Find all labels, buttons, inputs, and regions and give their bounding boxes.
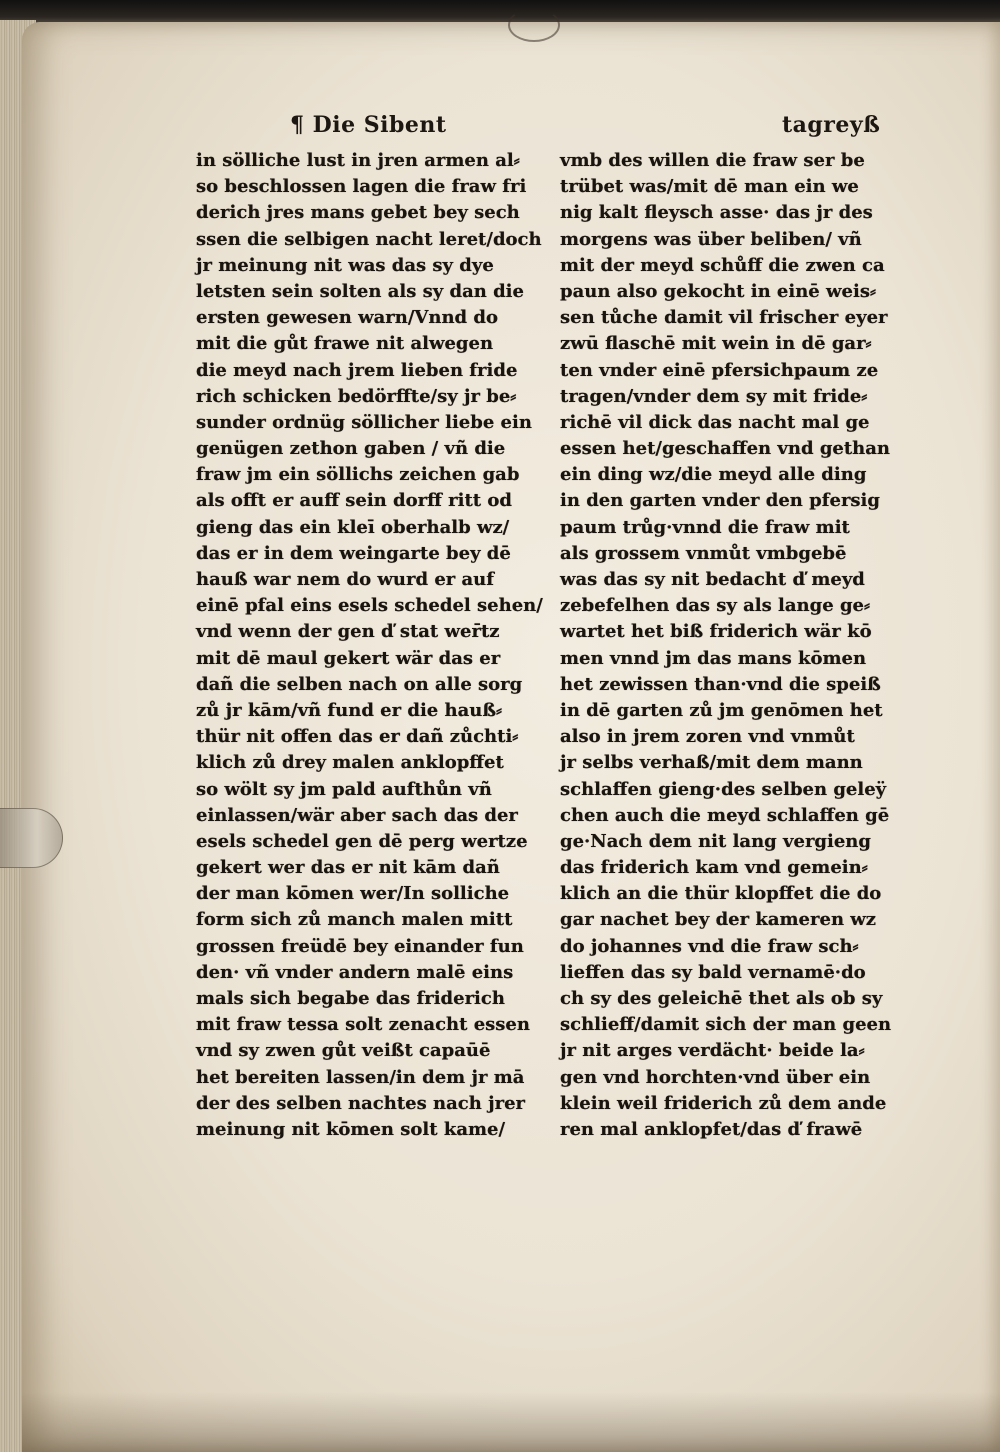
text-line: klich an die thür klopffet die do	[560, 883, 882, 905]
text-line: meinung nit kōmen solt kame/	[196, 1118, 506, 1140]
text-line: der des selben nachtes nach jrer	[196, 1092, 526, 1114]
text-line: essen het/geschaffen vnd gethan	[560, 438, 891, 460]
text-line: einē pfal eins esels schedel sehen/	[196, 595, 543, 617]
text-line: ren mal anklopfet/das ď frawē	[560, 1118, 863, 1140]
page-bottom-shadow	[22, 1392, 1000, 1452]
text-line: thür nit offen das er dañ zůchti⸗	[196, 726, 519, 748]
text-line: zů jr kām/vñ fund er die hauß⸗	[196, 699, 503, 721]
text-line: esels schedel gen dē perg wertze	[196, 830, 528, 852]
text-line: men vnnd jm das mans kōmen	[560, 647, 867, 669]
text-line: in den garten vnder den pfersig	[560, 490, 880, 512]
page-clip	[0, 808, 63, 868]
text-line: zebefelhen das sy als lange ge⸗	[560, 595, 870, 617]
text-line: paun also gekocht in einē weis⸗	[560, 280, 876, 302]
text-line: jr meinung nit was das sy dye	[196, 254, 494, 276]
text-line: vmb des willen die fraw ser be	[560, 150, 865, 171]
text-line: form sich zů manch malen mitt	[196, 909, 513, 931]
text-line: do johannes vnd die fraw sch⸗	[560, 935, 859, 957]
text-line: nig kalt fleysch asse· das jr des	[560, 202, 873, 224]
text-line: ch sy des geleichē thet als ob sy	[560, 988, 883, 1009]
text-line: gar nachet bey der kameren wz	[560, 909, 877, 931]
text-line: chen auch die meyd schlaffen gē	[560, 804, 890, 826]
text-line: tragen/vnder dem sy mit fride⸗	[560, 385, 868, 407]
text-line: gieng das ein kleī oberhalb wz/	[196, 516, 510, 538]
text-line: jr nit arges verdächt· beide la⸗	[560, 1040, 865, 1062]
text-line: rich schicken bedörffte/sy jr be⸗	[196, 385, 517, 407]
text-line: schlieff/damit sich der man geen	[560, 1014, 892, 1036]
text-line: so beschlossen lagen die fraw fri	[196, 176, 527, 198]
text-line: mals sich begabe das friderich	[196, 988, 505, 1009]
text-column-right	[560, 148, 891, 1143]
text-line: mit dē maul gekert wär das er	[196, 647, 501, 669]
running-header-left: ¶ Die Sibent	[290, 112, 447, 138]
text-line: sunder ordnüg söllicher liebe ein	[196, 411, 532, 433]
text-line: lieffen das sy bald vernamē·do	[560, 961, 866, 983]
text-line: klein weil friderich zů dem ande	[560, 1092, 887, 1114]
text-line: het zewissen than·vnd die speiß	[560, 673, 881, 695]
text-line: den· vñ vnder andern malē eins	[196, 961, 514, 983]
text-line: vnd wenn der gen ď stat wer̄tz	[196, 621, 500, 643]
text-line: ersten gewesen warn/Vnnd do	[196, 307, 499, 329]
text-line: ten vnder einē pfersichpaum ze	[560, 359, 879, 381]
page-hole-mark	[508, 8, 560, 42]
running-header-right: tagreyß	[782, 112, 881, 138]
text-line: gen vnd horchten·vnd über ein	[560, 1066, 871, 1088]
text-line: trübet was/mit dē man ein we	[560, 176, 859, 198]
text-line: paum trůg·vnnd die fraw mit	[560, 516, 850, 538]
text-line: het bereiten lassen/in dem jr mā	[196, 1066, 525, 1088]
text-line: vnd sy zwen gůt veißt capaūē	[196, 1040, 491, 1062]
text-line: derich jres mans gebet bey sech	[196, 202, 520, 224]
text-line: hauß war nem do wurd er auf	[196, 569, 495, 590]
text-line: mit die gůt frawe nit alwegen	[196, 333, 494, 355]
text-line: das er in dem weingarte bey dē	[196, 542, 511, 564]
text-line: der man kōmen wer/In solliche	[196, 883, 510, 905]
text-line: in sölliche lust in jren armen al⸗	[196, 150, 520, 171]
text-line: wartet het biß friderich wär kō	[560, 621, 872, 643]
text-line: morgens was über beliben/ vñ	[560, 228, 862, 250]
text-line: fraw jm ein söllichs zeichen gab	[196, 464, 520, 486]
text-line: so wölt sy jm pald aufthůn vñ	[196, 778, 492, 800]
text-line: in dē garten zů jm genōmen het	[560, 699, 883, 721]
text-line: als offt er auff sein dorff ritt od	[196, 490, 512, 512]
text-line: ge·Nach dem nit lang vergieng	[560, 830, 871, 852]
text-line: als grossem vnmůt vmbgebē	[560, 542, 847, 564]
text-line: letsten sein solten als sy dan die	[196, 280, 524, 302]
text-line: schlaffen gieng·des selben geleÿ	[560, 778, 887, 800]
text-line: mit der meyd schůff die zwen ca	[560, 254, 885, 276]
text-line: also in jrem zoren vnd vnmůt	[560, 726, 855, 748]
text-line: richē vil dick das nacht mal ge	[560, 411, 870, 433]
text-line: dañ die selben nach on alle sorg	[196, 673, 523, 695]
text-line: die meyd nach jrem lieben fride	[196, 359, 518, 381]
text-line: grossen freüdē bey einander fun	[196, 935, 524, 957]
text-line: zwū flaschē mit wein in dē gar⸗	[560, 333, 872, 355]
text-line: genügen zethon gaben / vñ die	[196, 438, 506, 460]
text-line: ein ding wz/die meyd alle ding	[560, 464, 867, 486]
text-line: jr selbs verhaß/mit dem mann	[560, 752, 863, 774]
text-line: einlassen/wär aber sach das der	[196, 804, 518, 826]
text-column-left	[196, 148, 543, 1143]
text-line: ssen die selbigen nacht leret/doch	[196, 228, 542, 250]
text-line: das friderich kam vnd gemein⸗	[560, 857, 868, 879]
text-line: was das sy nit bedacht ď meyd	[560, 569, 865, 590]
text-line: klich zů drey malen anklopffet	[196, 752, 504, 774]
text-line: sen tůche damit vil frischer eyer	[560, 307, 888, 329]
text-line: gekert wer das er nit kām dañ	[196, 857, 500, 879]
text-line: mit fraw tessa solt zenacht essen	[196, 1014, 530, 1036]
